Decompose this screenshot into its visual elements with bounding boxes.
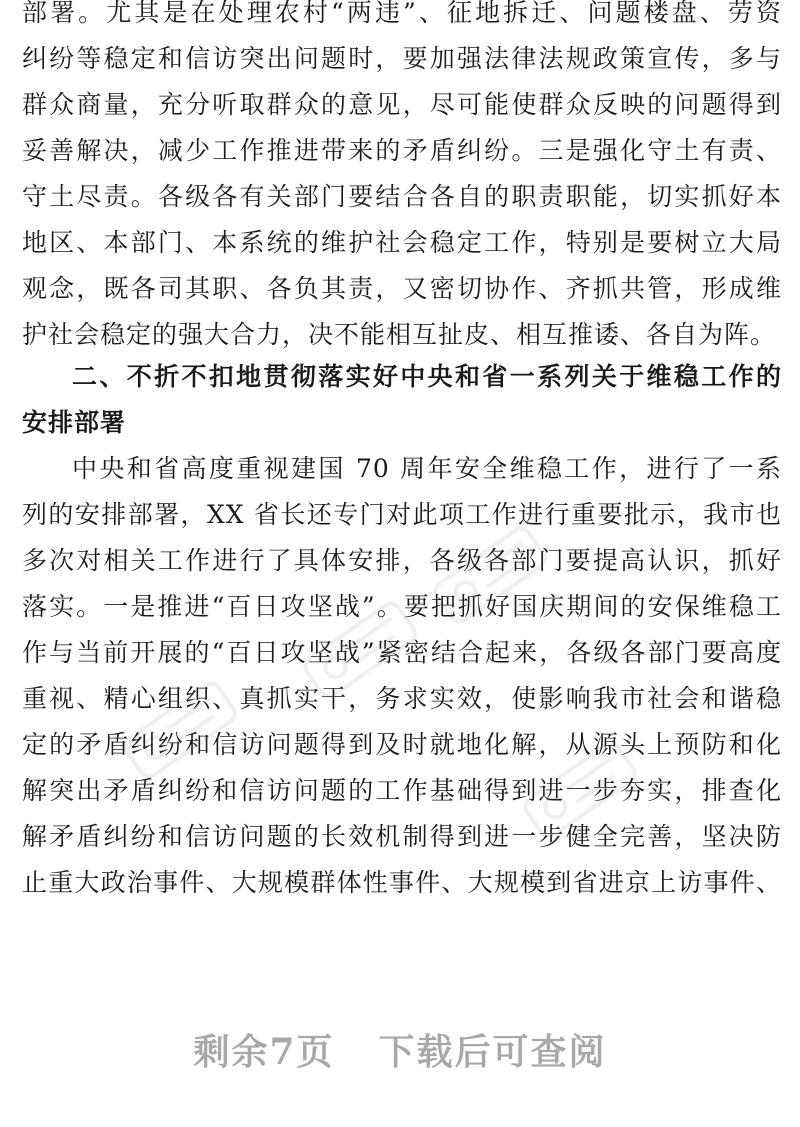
text-line: 解矛盾纠纷和信访问题的长效机制得到进一步健全完善，坚决防	[22, 822, 782, 851]
section-heading	[22, 354, 782, 446]
paragraph-continuation	[22, 0, 782, 358]
remaining-pages-label: 剩余7页	[193, 1031, 335, 1073]
text-line: 解突出矛盾纠纷和信访问题的工作基础得到进一步夯实，排查化	[22, 776, 782, 805]
text-line: 守土尽责。各级各有关部门要结合各自的职责职能，切实抓好本	[22, 182, 782, 211]
section-paragraph	[22, 446, 782, 906]
text-line: 多次对相关工作进行了具体安排，各级各部门要提高认识，抓好	[22, 546, 782, 575]
text-line: 中央和省高度重视建国 70 周年安全维稳工作，进行了一系	[72, 454, 782, 483]
heading-line: 安排部署	[22, 408, 127, 437]
text-line: 定的矛盾纠纷和信访问题得到及时就地化解，从源头上预防和化	[22, 730, 782, 759]
text-line: 群众商量，充分听取群众的意见，尽可能使群众反映的问题得到	[22, 90, 782, 119]
text-line: 护社会稳定的强大合力，决不能相互扯皮、相互推诿、各自为阵。	[22, 320, 777, 349]
text-line: 部署。尤其是在处理农村“两违”、征地拆迁、问题楼盘、劳资	[22, 0, 782, 27]
text-line: 列的安排部署，XX 省长还专门对此项工作进行重要批示，我市也	[22, 500, 782, 529]
text-line: 观念，既各司其职、各负其责，又密切协作、齐抓共管，形成维	[22, 274, 782, 303]
text-line: 止重大政治事件、大规模群体性事件、大规模到省进京上访事件、	[22, 868, 782, 897]
heading-line: 二、不折不扣地贯彻落实好中央和省一系列关于维稳工作的	[72, 362, 782, 391]
text-line: 落实。一是推进“百日攻坚战”。要把抓好国庆期间的安保维稳工	[22, 592, 782, 621]
text-line: 地区、本部门、本系统的维护社会稳定工作，特别是要树立大局	[22, 228, 782, 257]
download-notice[interactable]	[0, 1024, 800, 1080]
text-line: 作与当前开展的“百日攻坚战”紧密结合起来，各级各部门要高度	[22, 638, 782, 667]
download-prompt-label: 下载后可查阅	[378, 1031, 607, 1073]
text-line: 妥善解决，减少工作推进带来的矛盾纠纷。三是强化守土有责、	[22, 136, 782, 165]
text-line: 纠纷等稳定和信访突出问题时，要加强法律法规政策宣传，多与	[22, 44, 782, 73]
text-line: 重视、精心组织、真抓实干，务求实效，使影响我市社会和谐稳	[22, 684, 782, 713]
